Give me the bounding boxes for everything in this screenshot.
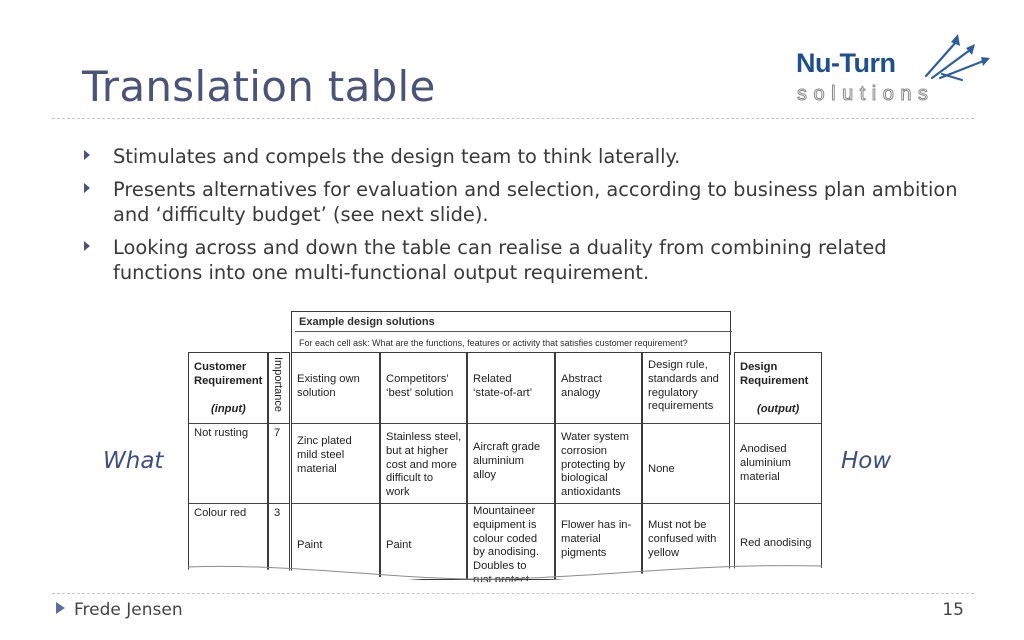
solution-column (467, 352, 555, 586)
column-heading: Abstract analogy (561, 373, 603, 399)
table-cell: Stainless steel, but at higher cost and more difficult to work (386, 431, 462, 499)
importance-row1: 7 (274, 427, 281, 439)
header-subtitle: For each cell ask: What are the functions, features or activity that satisfies customer requirement? (299, 338, 688, 348)
footer-arrow-icon (56, 602, 65, 614)
row-divider (381, 503, 466, 504)
solution-column (555, 352, 642, 580)
bullet-text: Stimulates and compels the design team to think laterally. (113, 145, 681, 168)
bullet-text: Looking across and down the table can realise a duality from combining related functions into one multi-functional output requirement. (113, 236, 887, 284)
table-cell: Flower has in- material pigments (561, 519, 632, 559)
row-divider (189, 503, 267, 504)
header-panel (291, 311, 731, 355)
column-heading: Existing own solution (297, 373, 360, 399)
what-label: What (103, 448, 164, 474)
column-heading: Design rule, standards and regulatory requirements (648, 359, 719, 413)
footer-author: Frede Jensen (74, 600, 183, 620)
customer-requirement-column (188, 352, 268, 580)
design-requirement-column (734, 352, 822, 580)
design-req-heading (740, 361, 808, 389)
page-number: 15 (942, 600, 964, 620)
column-heading: Related ‘state-of-art’ (473, 373, 533, 399)
design-req-line2: Requirement (740, 374, 809, 387)
row-divider (556, 423, 641, 424)
row-divider (189, 423, 267, 424)
importance-heading: Importance (272, 357, 284, 413)
table-cell: Must not be confused with yellow (648, 519, 717, 559)
design-req-line1: Design (740, 361, 778, 373)
row-divider (292, 503, 379, 504)
footer-divider (52, 593, 974, 594)
table-cell: Paint (386, 539, 412, 551)
row-divider (643, 423, 729, 424)
table-cell: Zinc plated mild steel material (297, 435, 352, 475)
requirement-row2: Colour red (194, 507, 247, 519)
requirement-row1: Not rusting (194, 427, 249, 439)
table-cell: None (648, 463, 675, 475)
row-divider (735, 503, 821, 504)
row-divider (468, 423, 554, 424)
row-divider (643, 503, 729, 504)
customer-req-heading (194, 361, 262, 389)
row-divider (468, 503, 554, 504)
row-divider (556, 503, 641, 504)
logo-main-text: Nu-Turn (796, 48, 896, 78)
row-divider (735, 423, 821, 424)
torn-edge-decoration (180, 560, 830, 592)
design-req-tag: (output) (757, 403, 800, 415)
row-divider (381, 423, 466, 424)
table-cell: Paint (297, 539, 323, 551)
solution-column (642, 352, 730, 580)
customer-req-line2: Requirement (194, 374, 263, 387)
importance-row2: 3 (274, 507, 281, 519)
row-divider (269, 503, 289, 504)
importance-column (268, 352, 290, 580)
table-cell: Aircraft grade aluminium alloy (473, 441, 541, 481)
row-divider (269, 423, 289, 424)
header-title: Example design solutions (295, 312, 732, 332)
how-label: How (841, 448, 892, 474)
customer-req-line1: Customer (194, 361, 247, 373)
output-row2: Red anodising (740, 537, 812, 549)
row-divider (292, 423, 379, 424)
table-cell: Water system corrosion protecting by biological antioxidants (561, 431, 629, 499)
slide-title: Translation table (82, 62, 436, 111)
bullet-text: Presents alternatives for evaluation and selection, according to business plan ambition and ‘difficulty budget’ (see next slide). (113, 178, 958, 226)
output-row1: Anodised aluminium material (740, 443, 791, 483)
table-cell: Mountaineer equipment is colour coded by anodising. Doubles to rust protect (473, 505, 539, 586)
solution-column (380, 352, 467, 580)
logo-sub-text: solutions (797, 83, 935, 105)
customer-req-tag: (input) (211, 403, 246, 415)
column-heading: Competitors’ ‘best’ solution (386, 373, 454, 399)
solution-column (291, 352, 380, 580)
